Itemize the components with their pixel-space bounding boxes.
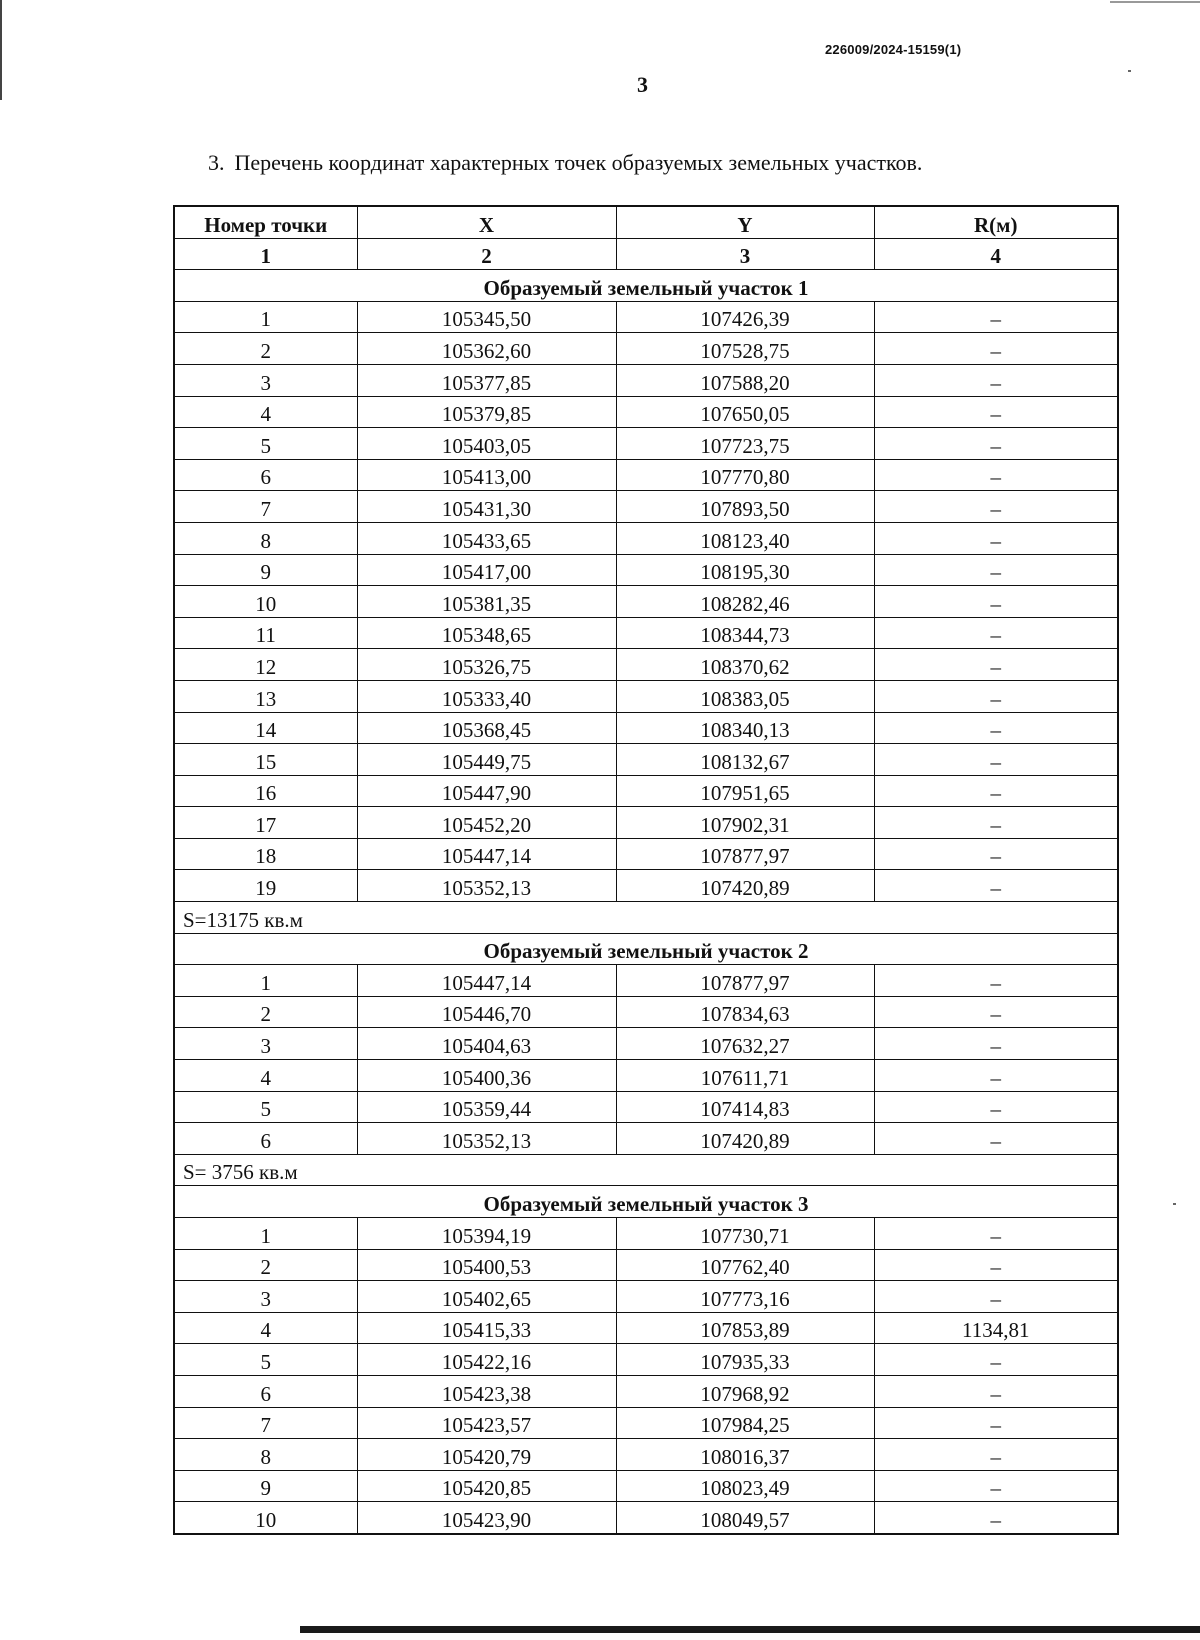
table-row [174,491,1118,523]
point-number-cell: 12 [174,649,357,681]
x-cell: 105433,65 [357,522,616,554]
x-cell: 105452,20 [357,807,616,839]
x-cell: 105422,16 [357,1344,616,1376]
area-row [174,1154,1118,1186]
x-cell: 105423,57 [357,1407,616,1439]
point-number-cell: 1 [174,301,357,333]
y-cell: 107528,75 [616,333,874,365]
table-row [174,1344,1118,1376]
column-index: 2 [357,238,616,270]
x-cell: 105333,40 [357,680,616,712]
point-number-cell: 4 [174,396,357,428]
y-cell: 107902,31 [616,807,874,839]
x-cell: 105379,85 [357,396,616,428]
point-number-cell: 3 [174,364,357,396]
radius-cell: – [874,1249,1118,1281]
y-cell: 108344,73 [616,617,874,649]
radius-cell: – [874,1502,1118,1534]
y-cell: 107834,63 [616,996,874,1028]
radius-cell: – [874,838,1118,870]
y-cell: 107762,40 [616,1249,874,1281]
x-cell: 105423,38 [357,1375,616,1407]
x-cell: 105400,53 [357,1249,616,1281]
x-cell: 105345,50 [357,301,616,333]
area-value: S=13175 кв.м [174,902,1118,934]
table-row [174,649,1118,681]
radius-cell: – [874,1281,1118,1313]
scan-edge-top [1110,1,1200,3]
table-row [174,1407,1118,1439]
section-title-row [174,270,1118,302]
x-cell: 105413,00 [357,459,616,491]
y-cell: 108016,37 [616,1439,874,1471]
table-row [174,1218,1118,1250]
table-row [174,1249,1118,1281]
y-cell: 107853,89 [616,1312,874,1344]
scan-edge-bottom [300,1626,1200,1633]
x-cell: 105326,75 [357,649,616,681]
y-cell: 107420,89 [616,1123,874,1155]
point-number-cell: 5 [174,1344,357,1376]
radius-cell: – [874,459,1118,491]
x-cell: 105348,65 [357,617,616,649]
point-number-cell: 17 [174,807,357,839]
y-cell: 108370,62 [616,649,874,681]
table-row [174,301,1118,333]
heading-text: Перечень координат характерных точек образуемых земельных участков. [234,150,923,175]
point-number-cell: 14 [174,712,357,744]
table-row [174,459,1118,491]
header-radius: R(м) [874,206,1118,238]
y-cell: 107723,75 [616,428,874,460]
table-row [174,1470,1118,1502]
point-number-cell: 1 [174,1218,357,1250]
table-row [174,870,1118,902]
x-cell: 105359,44 [357,1091,616,1123]
y-cell: 107984,25 [616,1407,874,1439]
x-cell: 105446,70 [357,996,616,1028]
radius-cell: – [874,554,1118,586]
radius-cell: – [874,870,1118,902]
point-number-cell: 4 [174,1312,357,1344]
point-number-cell: 10 [174,586,357,618]
point-number-cell: 8 [174,522,357,554]
radius-cell: – [874,1028,1118,1060]
section-title-row [174,1186,1118,1218]
x-cell: 105352,13 [357,1123,616,1155]
x-cell: 105362,60 [357,333,616,365]
y-cell: 107588,20 [616,364,874,396]
section-title: Образуемый земельный участок 2 [174,933,1118,965]
x-cell: 105417,00 [357,554,616,586]
y-cell: 108383,05 [616,680,874,712]
x-cell: 105400,36 [357,1060,616,1092]
x-cell: 105402,65 [357,1281,616,1313]
point-number-cell: 15 [174,744,357,776]
point-number-cell: 7 [174,1407,357,1439]
radius-cell: – [874,1218,1118,1250]
point-number-cell: 13 [174,680,357,712]
x-cell: 105447,14 [357,965,616,997]
radius-cell: – [874,396,1118,428]
radius-cell: – [874,1407,1118,1439]
y-cell: 107893,50 [616,491,874,523]
y-cell: 107650,05 [616,396,874,428]
y-cell: 108132,67 [616,744,874,776]
table-body [174,270,1118,1534]
table-row [174,1281,1118,1313]
table-row [174,428,1118,460]
table-row [174,617,1118,649]
y-cell: 108023,49 [616,1470,874,1502]
point-number-cell: 6 [174,1375,357,1407]
table-row [174,1028,1118,1060]
y-cell: 107877,97 [616,965,874,997]
point-number-cell: 10 [174,1502,357,1534]
x-cell: 105394,19 [357,1218,616,1250]
radius-cell: – [874,491,1118,523]
point-number-cell: 3 [174,1028,357,1060]
point-number-cell: 11 [174,617,357,649]
column-index: 4 [874,238,1118,270]
radius-cell: – [874,1091,1118,1123]
radius-cell: – [874,586,1118,618]
point-number-cell: 19 [174,870,357,902]
table-row [174,586,1118,618]
y-cell: 107414,83 [616,1091,874,1123]
x-cell: 105403,05 [357,428,616,460]
table-row [174,775,1118,807]
x-cell: 105431,30 [357,491,616,523]
table-row [174,680,1118,712]
header-y: Y [616,206,874,238]
y-cell: 107951,65 [616,775,874,807]
x-cell: 105420,79 [357,1439,616,1471]
table-row [174,1091,1118,1123]
point-number-cell: 6 [174,459,357,491]
section-heading [208,150,922,176]
table-row [174,965,1118,997]
table-row [174,554,1118,586]
x-cell: 105415,33 [357,1312,616,1344]
x-cell: 105447,14 [357,838,616,870]
radius-cell: – [874,617,1118,649]
point-number-cell: 1 [174,965,357,997]
area-row [174,902,1118,934]
header-x: X [357,206,616,238]
radius-cell: – [874,649,1118,681]
column-index: 1 [174,238,357,270]
heading-number: 3. [208,150,225,175]
header-point-number: Номер точки [174,206,357,238]
table-row [174,1312,1118,1344]
radius-cell: – [874,712,1118,744]
table-row [174,1502,1118,1534]
scan-speck [1173,1203,1176,1205]
table-row [174,838,1118,870]
table-row [174,333,1118,365]
table-row [174,396,1118,428]
x-cell: 105404,63 [357,1028,616,1060]
y-cell: 108049,57 [616,1502,874,1534]
y-cell: 108195,30 [616,554,874,586]
page-number: 3 [637,72,648,97]
section-title: Образуемый земельный участок 1 [174,270,1118,302]
x-cell: 105352,13 [357,870,616,902]
point-number-cell: 18 [174,838,357,870]
table-row [174,712,1118,744]
y-cell: 107770,80 [616,459,874,491]
radius-cell: – [874,744,1118,776]
radius-cell: – [874,1060,1118,1092]
x-cell: 105368,45 [357,712,616,744]
x-cell: 105447,90 [357,775,616,807]
point-number-cell: 5 [174,1091,357,1123]
radius-cell: – [874,1344,1118,1376]
y-cell: 108340,13 [616,712,874,744]
x-cell: 105420,85 [357,1470,616,1502]
y-cell: 108123,40 [616,522,874,554]
table-row [174,1123,1118,1155]
radius-cell: – [874,301,1118,333]
radius-cell: – [874,428,1118,460]
radius-cell: – [874,364,1118,396]
y-cell: 107420,89 [616,870,874,902]
table-row [174,522,1118,554]
point-number-cell: 7 [174,491,357,523]
y-cell: 107935,33 [616,1344,874,1376]
area-value: S= 3756 кв.м [174,1154,1118,1186]
point-number-cell: 9 [174,554,357,586]
document-id: 226009/2024-15159(1) [825,42,962,57]
point-number-cell: 3 [174,1281,357,1313]
radius-cell: 1134,81 [874,1312,1118,1344]
point-number-cell: 6 [174,1123,357,1155]
x-cell: 105423,90 [357,1502,616,1534]
table-row [174,1375,1118,1407]
y-cell: 107611,71 [616,1060,874,1092]
section-title-row [174,933,1118,965]
y-cell: 107426,39 [616,301,874,333]
y-cell: 107773,16 [616,1281,874,1313]
table-row [174,1439,1118,1471]
point-number-cell: 2 [174,333,357,365]
column-index: 3 [616,238,874,270]
y-cell: 107632,27 [616,1028,874,1060]
point-number-cell: 5 [174,428,357,460]
radius-cell: – [874,1123,1118,1155]
y-cell: 107877,97 [616,838,874,870]
y-cell: 108282,46 [616,586,874,618]
y-cell: 107730,71 [616,1218,874,1250]
radius-cell: – [874,807,1118,839]
radius-cell: – [874,680,1118,712]
radius-cell: – [874,333,1118,365]
section-title: Образуемый земельный участок 3 [174,1186,1118,1218]
point-number-cell: 9 [174,1470,357,1502]
radius-cell: – [874,996,1118,1028]
x-cell: 105449,75 [357,744,616,776]
table-row [174,744,1118,776]
x-cell: 105377,85 [357,364,616,396]
table-row [174,807,1118,839]
point-number-cell: 8 [174,1439,357,1471]
radius-cell: – [874,775,1118,807]
point-number-cell: 2 [174,996,357,1028]
point-number-cell: 16 [174,775,357,807]
radius-cell: – [874,1375,1118,1407]
table-row [174,364,1118,396]
radius-cell: – [874,522,1118,554]
column-index-row [174,238,1118,270]
y-cell: 107968,92 [616,1375,874,1407]
table-row [174,1060,1118,1092]
radius-cell: – [874,1470,1118,1502]
radius-cell: – [874,1439,1118,1471]
coordinates-table [173,205,1119,1535]
table-row [174,996,1118,1028]
radius-cell: – [874,965,1118,997]
x-cell: 105381,35 [357,586,616,618]
point-number-cell: 4 [174,1060,357,1092]
point-number-cell: 2 [174,1249,357,1281]
table-header-row [174,206,1118,238]
